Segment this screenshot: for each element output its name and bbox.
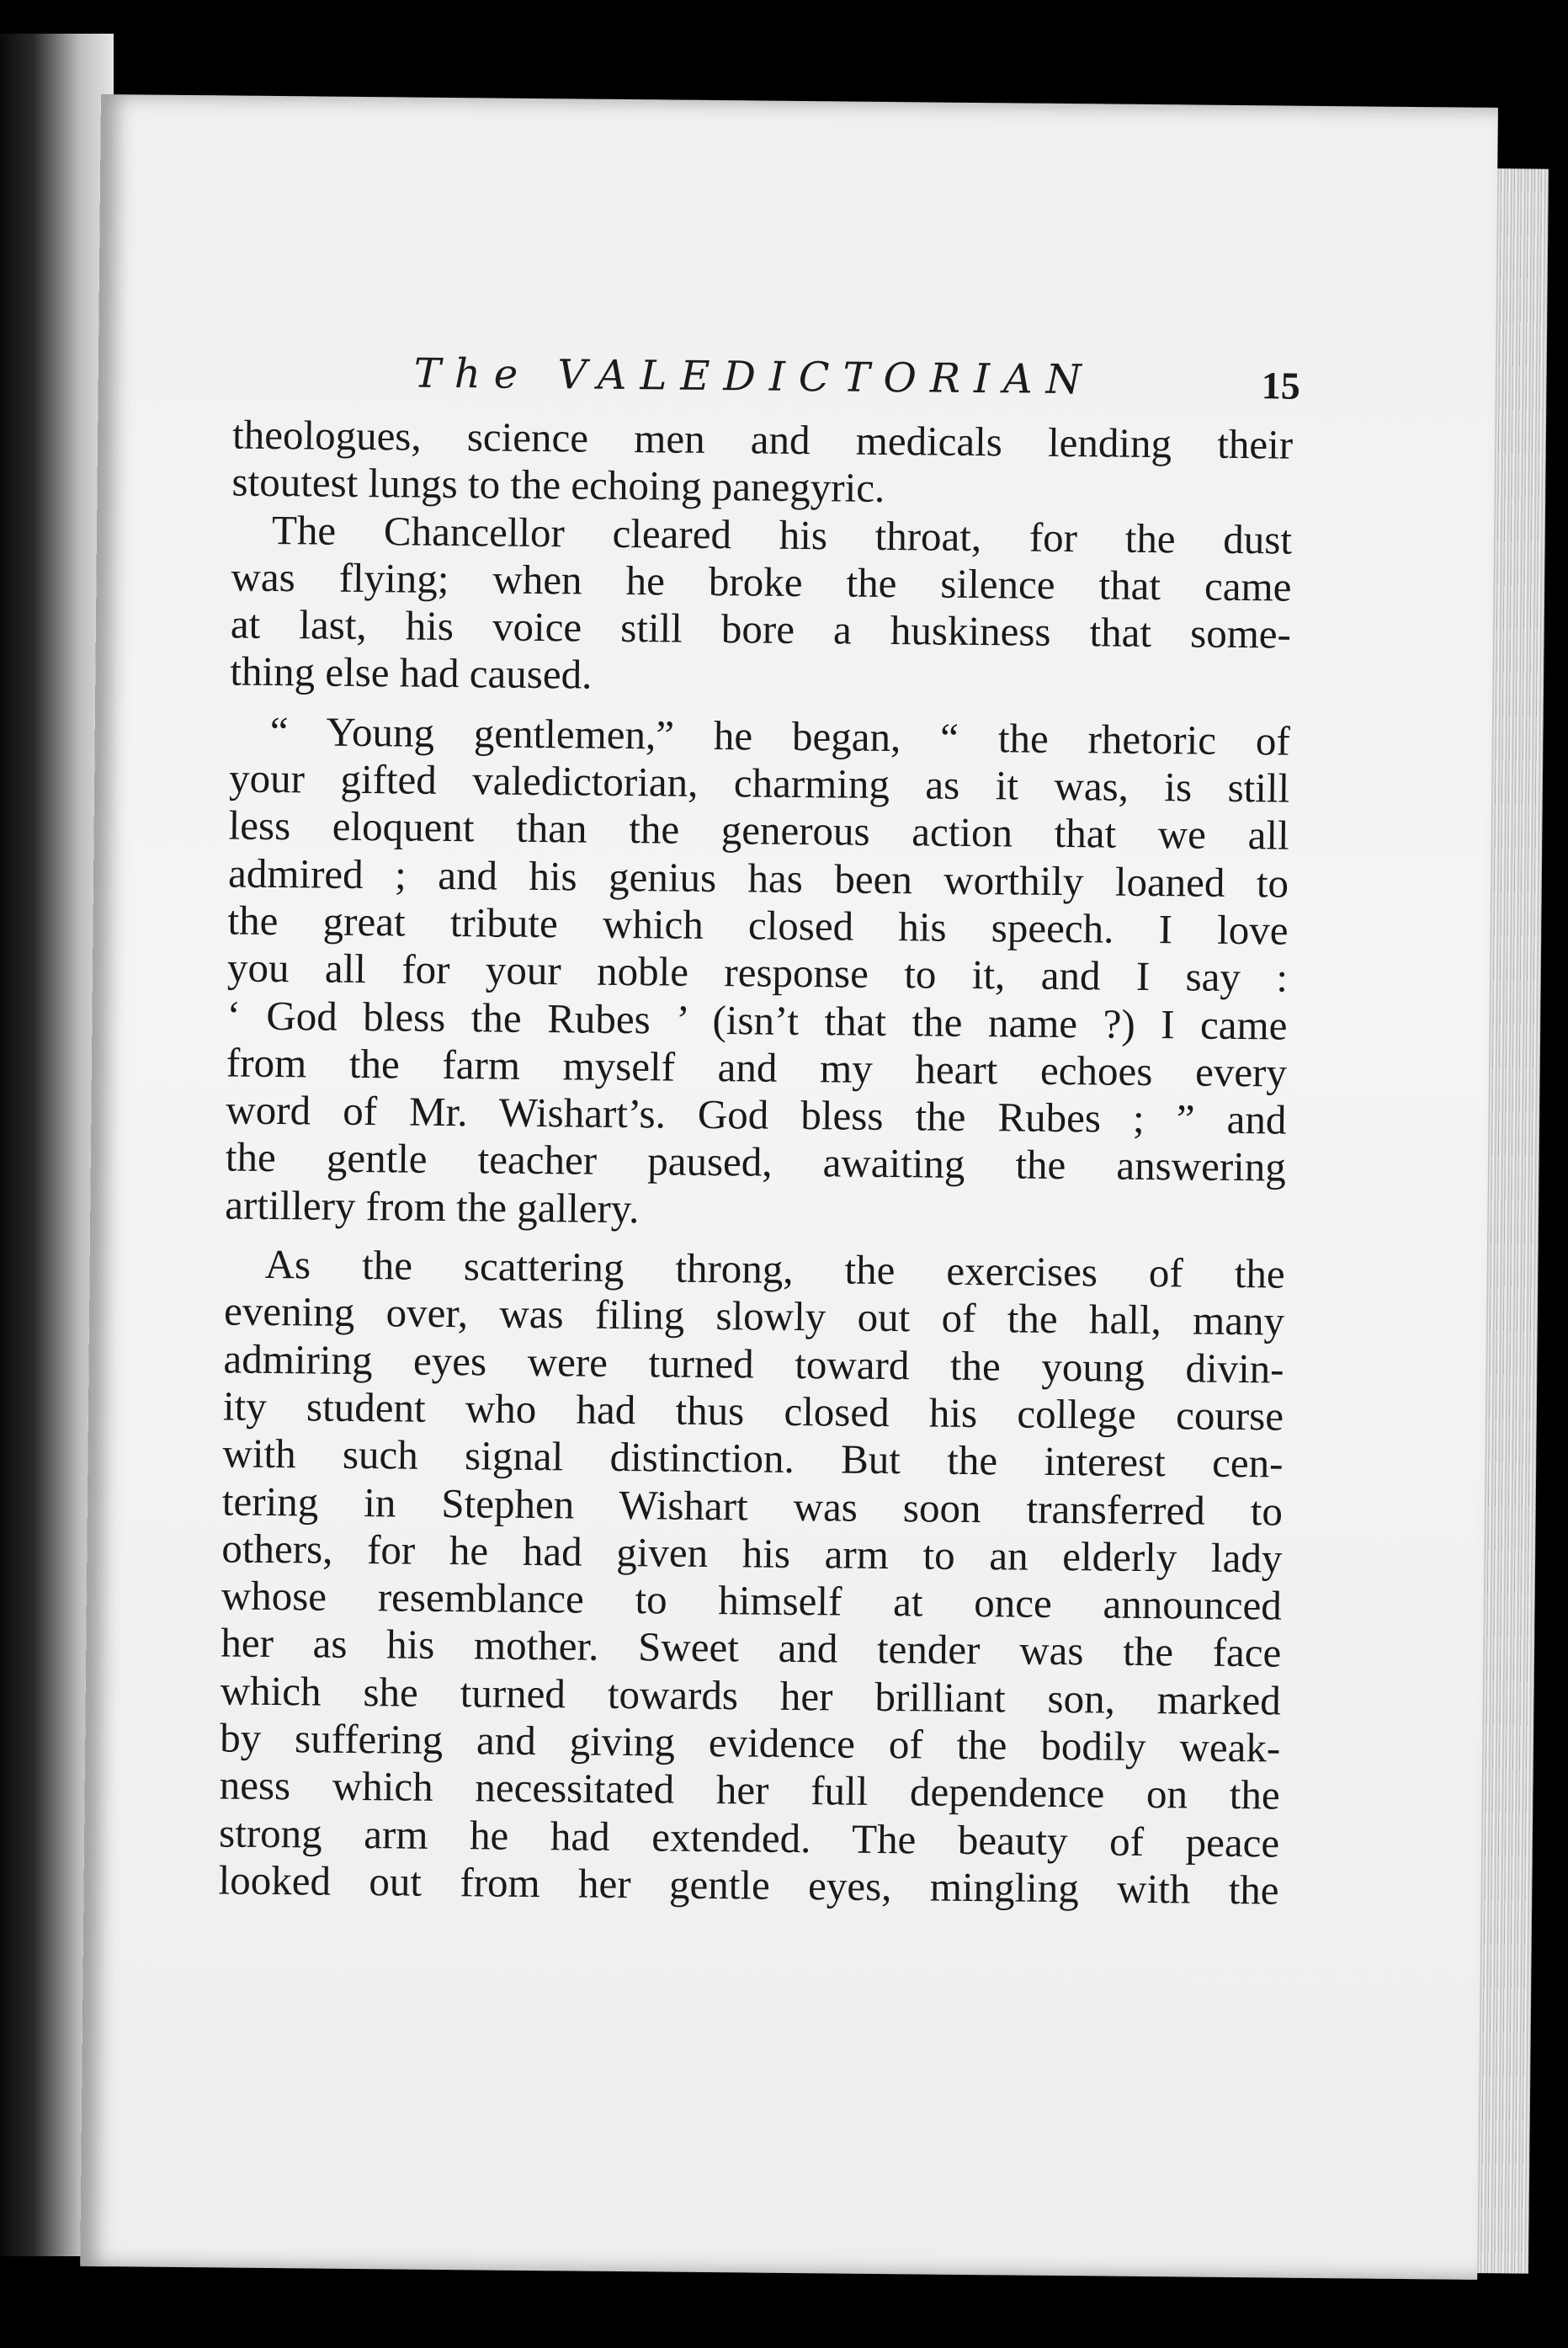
text-line: less eloquent than the generous action that we all [228, 801, 1289, 859]
paragraph [218, 1241, 1285, 1914]
text-line: by suffering and giving evidence of the bodily weak- [220, 1714, 1281, 1771]
text-line: you all for your noble response to it, and I say : [226, 944, 1289, 1001]
text-line: theologues, science men and medicals lending their [231, 411, 1294, 468]
text-line: The Chancellor cleared his throat, for the dust [271, 506, 1293, 563]
paragraph [225, 707, 1290, 1238]
text-line: admired ; and his genius has been worthily loaned to [227, 849, 1289, 907]
text-line: looked out from her gentle eyes, mingling with the [218, 1856, 1279, 1914]
page-number: 15 [1261, 364, 1300, 407]
text-line: which she turned towards her brilliant son, marked [220, 1667, 1282, 1724]
text-line: the gentle teacher paused, awaiting the answering [225, 1133, 1287, 1191]
text-line: stoutest lungs to the echoing panegyric. [231, 458, 885, 512]
text-line: admiring eyes were turned toward the young divin- [223, 1335, 1284, 1392]
text-line: tering in Stephen Wishart was soon transferred to [221, 1477, 1284, 1535]
text-line: the great tribute which closed his speech. I love [227, 897, 1289, 954]
text-line: evening over, was filing slowly out of the hall, many [223, 1287, 1285, 1344]
text-line: with such signal distinction. But the interest cen- [222, 1430, 1284, 1487]
text-line: your gifted valedictorian, charming as it was, is still [228, 754, 1290, 812]
text-line: thing else had caused. [230, 647, 593, 699]
text-line: strong arm he had extended. The beauty of peace [218, 1809, 1280, 1866]
paragraph [231, 412, 1293, 517]
text-line: at last, his voice still bore a huskiness that some- [230, 600, 1292, 658]
paragraph [230, 506, 1292, 705]
text-line: ness which necessitated her full dependence on the [219, 1761, 1280, 1818]
text-line: ity student who had thus closed his college course [222, 1382, 1284, 1440]
text-line: her as his mother. Sweet and tender was the face [221, 1619, 1282, 1676]
running-head: The VALEDICTORIAN [413, 349, 1095, 404]
body-text [218, 412, 1293, 1914]
text-line: word of Mr. Wishart’s. God bless the Rubes ; ” and [226, 1086, 1287, 1143]
book-page [80, 94, 1498, 2280]
text-line: whose resemblance to himself at once announced [221, 1572, 1283, 1629]
text-line: ‘ God bless the Rubes ’ (isn’t that the name ?) I came [226, 992, 1288, 1049]
text-line: from the farm myself and my heart echoes every [226, 1039, 1288, 1096]
text-line: was flying; when he broke the silence that came [231, 553, 1292, 610]
text-line: As the scattering throng, the exercises of the [264, 1240, 1285, 1297]
text-line: “ Young gentlemen,” he began, “ the rhetoric of [269, 707, 1290, 764]
text-line: artillery from the gallery. [225, 1181, 640, 1232]
text-line: others, for he had given his arm to an elderly lady [221, 1525, 1283, 1582]
